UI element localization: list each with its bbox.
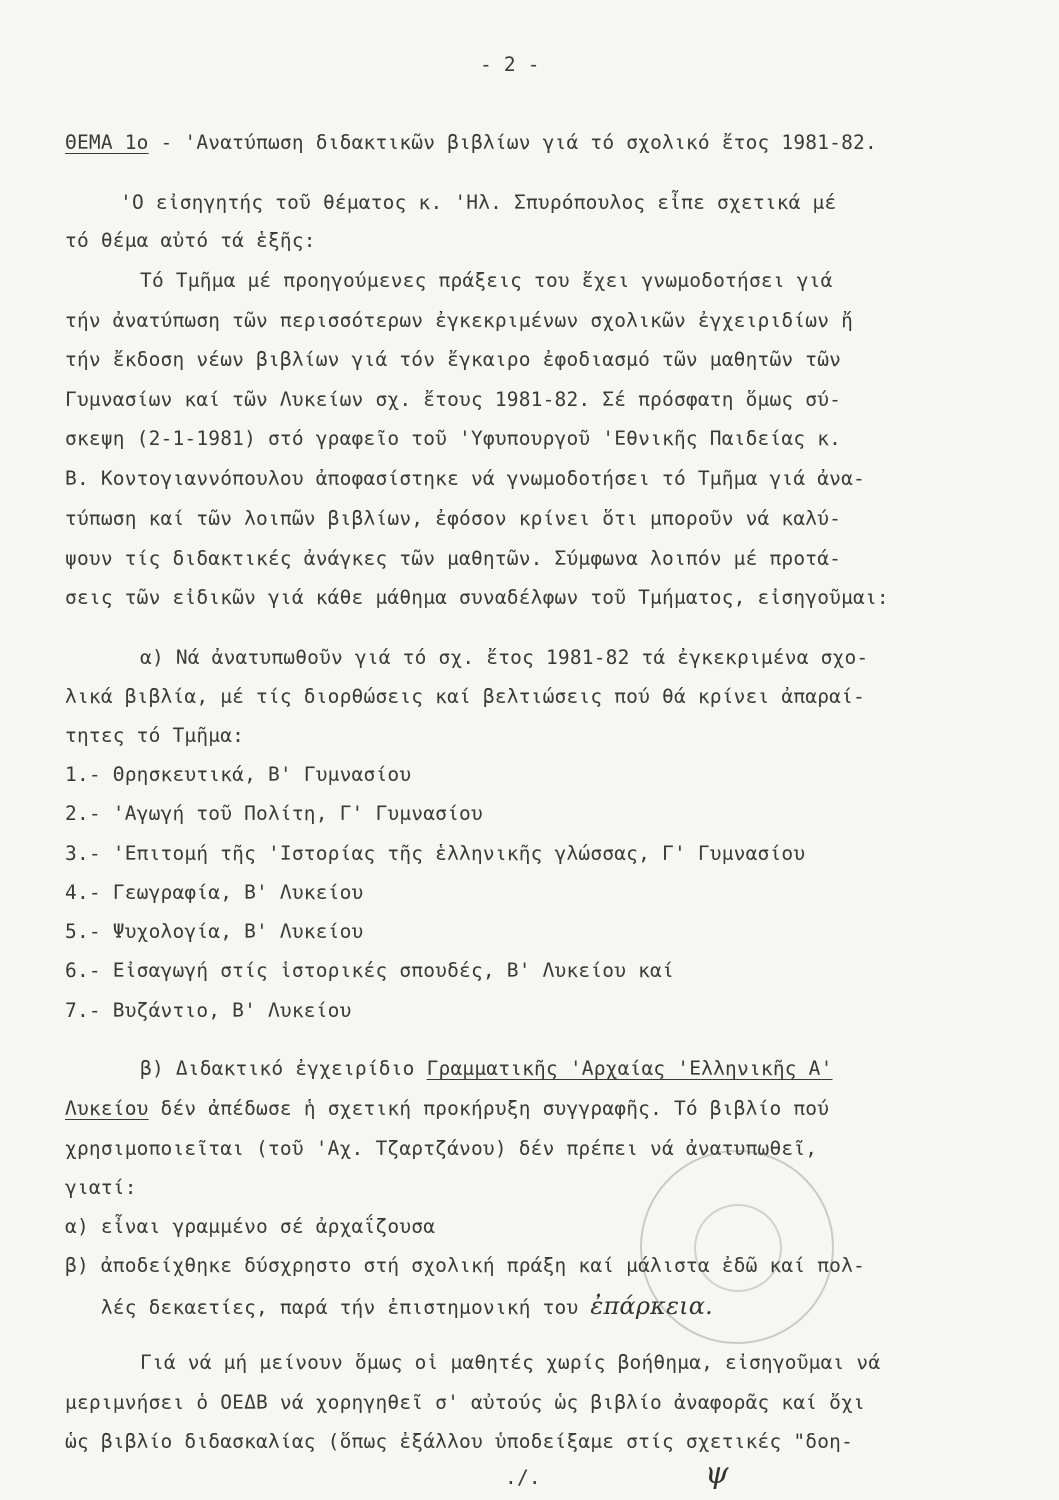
text-span: β) Διδακτικό ἐγχειρίδιο [140, 1057, 427, 1080]
reason-item: β) ἀποδείχθηκε δύσχρηστο στή σχολική πράξη καί μάλιστα ἐδῶ καί πολ- [65, 1254, 865, 1277]
book-list-item: 4.- Γεωγραφία, Β' Λυκείου [65, 881, 364, 904]
paragraph-line: 'Ο εἰσηγητής τοῦ θέματος κ. 'Ηλ. Σπυρόπουλος εἶπε σχετικά μέ [120, 191, 837, 214]
text-span: λές δεκαετίες, παρά τήν ἐπιστημονική του [65, 1296, 591, 1319]
heading-label: ΘΕΜΑ 1ο [65, 131, 149, 154]
paragraph-line: Γυμνασίων καί τῶν Λυκείων σχ. ἔτους 1981-82. Σέ πρόσφατη ὅμως σύ- [65, 388, 842, 411]
paragraph-line: σεις τῶν εἰδικῶν γιά κάθε μάθημα συναδέλφων τοῦ Τμήματος, εἰσηγοῦμαι: [65, 586, 889, 609]
text-span: δέν ἀπέδωσε ἡ σχετική προκήρυξη συγγραφῆς. Τό βιβλίο πού [148, 1097, 830, 1120]
paragraph-line: τήν ἔκδοση νέων βιβλίων γιά τόν ἔγκαιρο ἐφοδιασμό τῶν μαθητῶν τῶν [65, 348, 842, 371]
book-list-item: 7.- Βυζάντιο, Β' Λυκείου [65, 999, 352, 1022]
book-list-item: 1.- Θρησκευτικά, Β' Γυμνασίου [65, 763, 412, 786]
paragraph-line: μεριμνήσει ὁ ΟΕΔΒ νά χορηγηθεῖ σ' αὐτούς ὡς βιβλίο ἀναφορᾶς καί ὄχι [65, 1391, 865, 1414]
signature-initials: ψ [705, 1456, 729, 1491]
underlined-title: Γραμματικῆς 'Αρχαίας 'Ελληνικῆς Α' [426, 1057, 833, 1080]
heading [65, 131, 877, 155]
reason-item [65, 1294, 713, 1320]
paragraph-line [140, 1057, 833, 1081]
continuation-mark: ./. [505, 1466, 541, 1489]
paragraph-line [65, 1097, 829, 1121]
paragraph-line: τητες τό Τμῆμα: [65, 724, 245, 747]
paragraph-line: Γιά νά μή μείνουν ὅμως οἱ μαθητές χωρίς βοήθημα, εἰσηγοῦμαι νά [140, 1351, 881, 1374]
book-list-item: 2.- 'Αγωγή τοῦ Πολίτη, Γ' Γυμνασίου [65, 802, 483, 825]
paragraph-line: α) Νά ἀνατυπωθοῦν γιά τό σχ. ἔτος 1981-82 τά ἐγκεκριμένα σχο- [140, 646, 869, 669]
page-number: - 2 - [480, 53, 540, 76]
paragraph-line: ψουν τίς διδακτικές ἀνάγκες τῶν μαθητῶν. Σύμφωνα λοιπόν μέ προτά- [65, 547, 842, 570]
underlined-title: Λυκείου [65, 1097, 149, 1120]
paragraph-line: χρησιμοποιεῖται (τοῦ 'Αχ. Τζαρτζάνου) δέν πρέπει νά ἀνατυπωθεῖ, [65, 1137, 818, 1160]
paragraph-line: ὡς βιβλίο διδασκαλίας (ὅπως ἐξάλλου ὑποδείξαμε στίς σχετικές "δοη- [65, 1430, 854, 1453]
book-list-item: 3.- 'Επιτομή τῆς 'Ιστορίας τῆς ἑλληνικῆς γλώσσας, Γ' Γυμνασίου [65, 842, 806, 865]
paragraph-line: Β. Κοντογιαννόπουλου ἀποφασίστηκε νά γνωμοδοτήσει τό Τμῆμα γιά ἀνα- [65, 467, 865, 490]
reason-item: α) εἶναι γραμμένο σέ ἀρχαΐζουσα [65, 1215, 436, 1238]
paragraph-line: σκεψη (2-1-1981) στό γραφεῖο τοῦ 'Υφυπουργοῦ 'Εθνικῆς Παιδείας κ. [65, 427, 842, 450]
paragraph-line: Τό Τμῆμα μέ προηγούμενες πράξεις του ἔχει γνωμοδοτήσει γιά [140, 269, 833, 292]
official-stamp [640, 1150, 834, 1344]
paragraph-line: τήν ἀνατύπωση τῶν περισσότερων ἐγκεκριμένων σχολικῶν ἐγχειριδίων ἤ [65, 309, 854, 332]
handwritten-correction: ἐπάρκεια. [590, 1292, 714, 1320]
book-list-item: 5.- Ψυχολογία, Β' Λυκείου [65, 920, 364, 943]
book-list-item: 6.- Εἰσαγωγή στίς ἱστορικές σπουδές, Β' Λυκείου καί [65, 959, 674, 982]
paragraph-line: τύπωση καί τῶν λοιπῶν βιβλίων, ἐφόσον κρίνει ὅτι μποροῦν νά καλύ- [65, 507, 842, 530]
heading-text: - 'Ανατύπωση διδακτικῶν βιβλίων γιά τό σχολικό ἔτος 1981-82. [148, 131, 877, 154]
paragraph-line: γιατί: [65, 1176, 137, 1199]
paragraph-line: λικά βιβλία, μέ τίς διορθώσεις καί βελτιώσεις πού θά κρίνει ἀπαραί- [65, 685, 865, 708]
paragraph-line: τό θέμα αὐτό τά ἑξῆς: [65, 229, 316, 252]
